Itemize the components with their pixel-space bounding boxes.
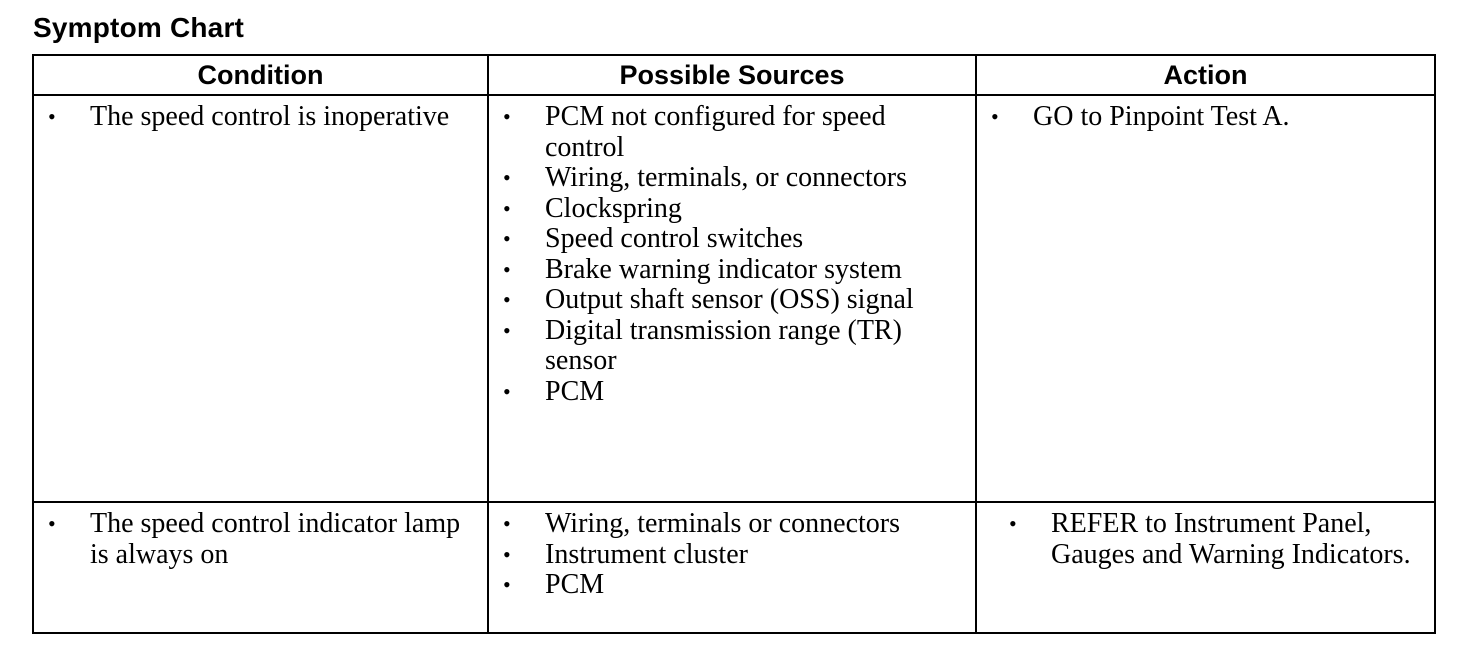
bullet-icon: •	[503, 378, 511, 404]
condition-list	[34, 96, 487, 133]
condition-cell	[33, 95, 488, 502]
action-cell	[976, 502, 1435, 633]
source-text: Speed control switches	[545, 223, 804, 254]
symptom-chart-table	[32, 54, 1436, 634]
source-text: PCM	[545, 569, 605, 600]
source-text: Clockspring	[545, 192, 682, 224]
sources-cell	[488, 502, 976, 633]
bullet-icon: •	[503, 256, 511, 282]
list-item	[499, 194, 967, 225]
sources-list	[489, 503, 975, 601]
list-item	[1005, 509, 1426, 570]
list-item	[499, 377, 967, 408]
header-possible-sources: Possible Sources	[488, 55, 976, 95]
source-text: Output shaft sensor (OSS) signal	[545, 284, 914, 315]
bullet-icon: •	[503, 195, 511, 221]
bullet-icon: •	[503, 541, 511, 567]
bullet-icon: •	[503, 287, 511, 312]
list-item	[499, 285, 967, 316]
chart-title: Symptom Chart	[33, 12, 245, 43]
source-text: Instrument cluster	[545, 538, 748, 570]
source-text: PCM not configured for speed control	[545, 101, 886, 163]
bullet-icon: •	[503, 226, 511, 251]
condition-text: The speed control indicator lamp is always on	[90, 508, 461, 570]
condition-text: The speed control is inoperative	[90, 101, 450, 132]
list-item	[44, 509, 479, 570]
list-item	[499, 316, 967, 377]
header-action: Action	[976, 55, 1435, 95]
bullet-icon: •	[991, 104, 999, 129]
bullet-icon: •	[503, 572, 511, 597]
bullet-icon: •	[48, 104, 56, 129]
bullet-icon: •	[48, 511, 56, 536]
source-text: Wiring, terminals, or connectors	[545, 162, 907, 193]
bullet-icon: •	[503, 165, 511, 190]
bullet-icon: •	[503, 511, 511, 536]
table-row	[33, 95, 1435, 502]
bullet-icon: •	[503, 104, 511, 129]
source-text: Brake warning indicator system	[545, 253, 902, 285]
action-cell	[976, 95, 1435, 502]
action-text: GO to Pinpoint Test A.	[1033, 101, 1290, 132]
list-item	[44, 102, 479, 133]
sources-list	[489, 96, 975, 407]
list-item	[499, 540, 967, 571]
table-row	[33, 502, 1435, 633]
action-list	[977, 503, 1434, 570]
header-condition: Condition	[33, 55, 488, 95]
source-text: Wiring, terminals or connectors	[545, 508, 900, 539]
source-text: PCM	[545, 375, 605, 407]
action-text: REFER to Instrument Panel, Gauges and Warning Indicators.	[1051, 508, 1411, 570]
list-item	[499, 255, 967, 286]
condition-cell	[33, 502, 488, 633]
list-item	[987, 102, 1426, 133]
bullet-icon: •	[1009, 511, 1017, 536]
list-item	[499, 570, 967, 601]
list-item	[499, 102, 967, 163]
list-item	[499, 509, 967, 540]
list-item	[499, 224, 967, 255]
bullet-icon: •	[503, 317, 511, 343]
sources-cell	[488, 95, 976, 502]
header-row	[33, 55, 1435, 95]
condition-list	[34, 503, 487, 570]
source-text: Digital transmission range (TR) sensor	[545, 314, 902, 376]
action-list	[977, 96, 1434, 133]
list-item	[499, 163, 967, 194]
